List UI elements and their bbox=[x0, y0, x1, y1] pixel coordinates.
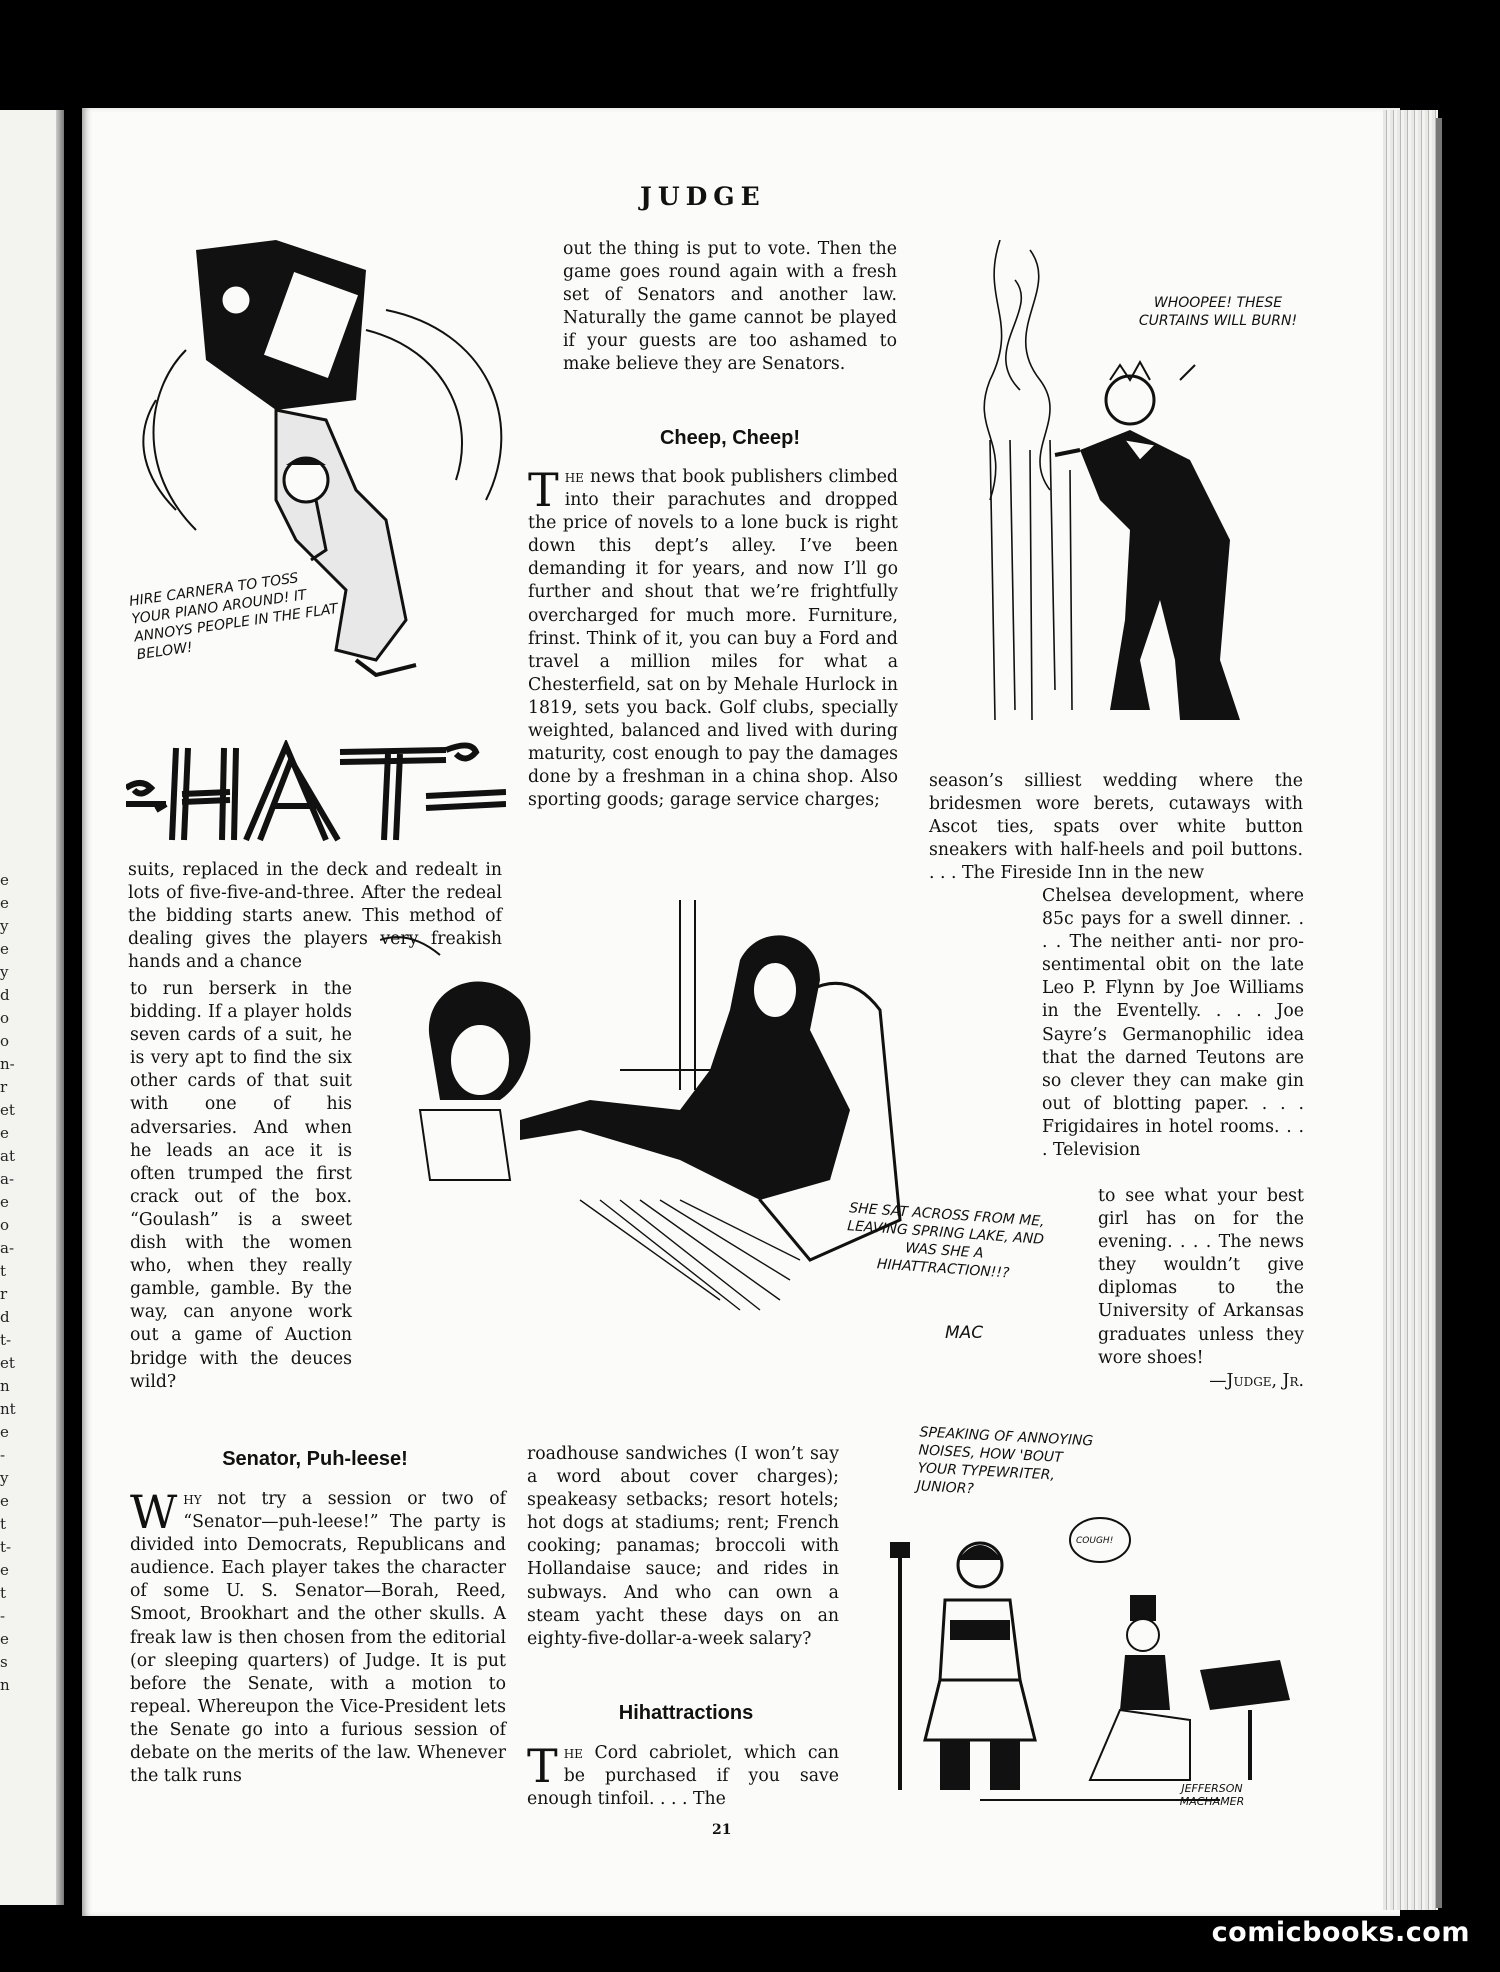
left-page-fragment: e bbox=[0, 1124, 9, 1142]
left-page-fragment: s bbox=[0, 1653, 8, 1671]
left-page-fragment: y bbox=[0, 963, 9, 981]
hihat-list-text-3: to see what your best girl has on for the evening. . . . The news they wouldn’t give diplomas to the University of Arkansas graduates unless they wore shoes! bbox=[1098, 1186, 1304, 1368]
man-in-tuxedo bbox=[1080, 430, 1240, 720]
left-page-fragment: nt bbox=[0, 1400, 16, 1418]
column-b-bottom bbox=[527, 1443, 839, 1651]
left-page-fragment: t- bbox=[0, 1538, 12, 1556]
left-page-fragment: t bbox=[0, 1584, 7, 1602]
column-b-top bbox=[563, 238, 897, 377]
left-page-fragment: a- bbox=[0, 1170, 15, 1188]
senator-text: not try a session or two of “Senator—puh-leese!” The party is divided into Democrats, Republicans and audience. Each player takes the character of some U. S. Senator—Borah, Reed, Smoot, Brookhart and the other skulls. A freak law is then chosen from the editorial (or sleeping quarters) of Judge. It is put before the Senate, with a motion to repeal. Whereupon the Vice-President lets the Senate go into a furious session of debate on the merits of the law. Whenever the talk runs bbox=[130, 1489, 506, 1787]
piano-caption: HIRE CARNERA TO TOSS YOUR PIANO AROUND! IT ANNOYS PEOPLE IN THE FLAT BELOW! bbox=[128, 570, 340, 664]
left-page-fragment: r bbox=[0, 1285, 8, 1303]
lady-caption: SHE SAT ACROSS FROM ME, LEAVING SPRING LAKE, AND WAS SHE A HIHATTRACTION!!? bbox=[846, 1200, 1046, 1282]
column-c-mid bbox=[1042, 885, 1304, 1162]
left-page-fragment: e bbox=[0, 1630, 9, 1648]
masthead: JUDGE bbox=[640, 182, 766, 211]
left-page-fragment: t- bbox=[0, 1331, 12, 1349]
left-page-edge bbox=[0, 110, 64, 1905]
left-page-fragment: y bbox=[0, 917, 9, 935]
goulash-text-wide: suits, replaced in the deck and redealt in lots of five-five-and-three. After the redeal the bidding starts anew. This method of dealing gives the players very freakish hands and a chance bbox=[128, 860, 502, 973]
left-page-fragment: a- bbox=[0, 1239, 15, 1257]
hihat-article bbox=[527, 1739, 839, 1811]
column-c-bottom bbox=[1098, 1185, 1304, 1393]
lady-figure bbox=[520, 935, 850, 1200]
left-page-fragment: r bbox=[0, 1078, 8, 1096]
left-page-fragment: e bbox=[0, 1492, 9, 1510]
page-number: 21 bbox=[712, 1822, 732, 1838]
typewriter-shape bbox=[1200, 1660, 1290, 1710]
senator-heading: Senator, Puh-leese! bbox=[222, 1448, 408, 1470]
left-page-fragment: et bbox=[0, 1101, 15, 1119]
column-a-narrow bbox=[130, 978, 352, 1394]
typewriter-cartoon bbox=[860, 1480, 1310, 1820]
left-page-fragment: - bbox=[0, 1607, 6, 1625]
left-page-fragment: et bbox=[0, 1354, 15, 1372]
goulash-text-narrow: to run berserk in the bidding. If a player holds seven cards of a suit, he is very apt to find the six other cards of that suit with one of his adversaries. And when he leads an ace it is often trumped the first crack out of the box. “Goulash” is a sweet dish with the women who, when they really gamble, gamble. By the way, can anyone work out a game of Auction bridge with the deuces wild? bbox=[130, 979, 352, 1392]
senator-continued-text: out the thing is put to vote. Then the game goes round again with a fresh set of Senators and another law. Naturally the game cannot be played if your guests are too ashamed to make believe they are Senators. bbox=[563, 239, 897, 375]
lady-signature: MAC bbox=[945, 1323, 984, 1343]
left-page-fragment: o bbox=[0, 1216, 10, 1234]
hihat-heading: Hihattractions bbox=[618, 1702, 754, 1724]
senator-article bbox=[130, 1485, 506, 1788]
cheep-continued-text: roadhouse sandwiches (I won’t say a word about cover charges); speakeasy setbacks; resort hotels; hot dogs at stadiums; rent; French cooking; panamas; broccoli with Hollandaise sauce; and rides in subways. And who can own a steam yacht these days on an eighty-five-dollar-a-week salary? bbox=[527, 1444, 839, 1649]
page-stack-edges bbox=[1383, 110, 1438, 1910]
left-page-fragment: e bbox=[0, 1193, 9, 1211]
left-page-fragment: o bbox=[0, 1032, 10, 1050]
hihat-list-text-2: Chelsea development, where 85c pays for a swell dinner. . . . The neither anti- nor pro-sentimental obit on the late Leo P. Flynn by Joe Williams in the Eventelly. . . . Joe Sayre’s Germanophilic idea that the darned Teutons are so clever they can make gin out of blotting paper. . . . Frigidaires in hotel rooms. . . . Television bbox=[1042, 886, 1304, 1161]
page-stack-shadow bbox=[1436, 118, 1442, 1908]
cheep-dropcap: T bbox=[528, 463, 559, 517]
left-page-fragment: d bbox=[0, 1308, 10, 1326]
hihat-list-text-1: season’s silliest wedding where the bridesmen wore berets, cutaways with Ascot ties, spats over white button sneakers with half-heels and poil buttons. . . . The Fireside Inn in the new bbox=[929, 771, 1303, 884]
left-page-fragment: t bbox=[0, 1515, 7, 1533]
lady-cartoon bbox=[380, 900, 1040, 1420]
typewriter-signature: JEFFERSON MACHAMER bbox=[1179, 1782, 1245, 1808]
left-page-fragment: d bbox=[0, 986, 10, 1004]
cheep-article bbox=[528, 463, 898, 812]
senator-smallcaps: hy bbox=[183, 1489, 202, 1509]
left-page-fragment: y bbox=[0, 1469, 9, 1487]
left-page-fragment: - bbox=[0, 1446, 6, 1464]
senator-dropcap: W bbox=[130, 1485, 178, 1539]
hihat-smallcaps: he bbox=[563, 1743, 583, 1763]
woman-figure bbox=[925, 1543, 1035, 1790]
left-page-fragment: n- bbox=[0, 1055, 15, 1073]
left-page-fragment: n bbox=[0, 1377, 10, 1395]
judge-jr-signature: —Judge, Jr. bbox=[1209, 1370, 1304, 1391]
hat-title-lettering bbox=[126, 740, 506, 848]
left-page-fragment: at bbox=[0, 1147, 15, 1165]
book-gutter bbox=[56, 110, 64, 1905]
left-page-fragment: e bbox=[0, 1561, 9, 1579]
typewriter-bubble: COUGH! bbox=[1076, 1536, 1114, 1546]
curtains-caption: WHOOPEE! THESE CURTAINS WILL BURN! bbox=[1138, 295, 1298, 329]
left-page-fragment: t bbox=[0, 1262, 7, 1280]
hihat-text: Cord cabriolet, which can be purchased if you save enough tinfoil. . . . The bbox=[527, 1743, 839, 1810]
cheep-smallcaps: he bbox=[564, 467, 584, 487]
left-page-fragment: n bbox=[0, 1676, 10, 1694]
junior-figure bbox=[1090, 1595, 1190, 1780]
left-page-fragment: e bbox=[0, 894, 9, 912]
left-page-fragment: e bbox=[0, 940, 9, 958]
cheep-heading: Cheep, Cheep! bbox=[659, 427, 801, 449]
cheep-text: news that book publishers climbed into their parachutes and dropped the price of novels to a lone buck is right down this dept’s alley. I’ve been demanding it for years, and now I’ll go further and shout that we’re frightfully overcharged for much more. Furniture, frinst. Think of it, you can buy a Ford and travel a million miles for what a Chesterfield, sat on by Mehale Hurlock in 1819, sets you back. Golf clubs, specially weighted, balanced and lived with during maturity, cost enough to pay the damages done by a freshman in a china shop. Also sporting goods; garage service charges; bbox=[528, 467, 898, 811]
left-page-fragment: o bbox=[0, 1009, 10, 1027]
typewriter-caption: SPEAKING OF ANNOYING NOISES, HOW 'BOUT YOUR TYPEWRITER, JUNIOR? bbox=[916, 1424, 1094, 1498]
left-page-fragment: e bbox=[0, 871, 9, 889]
left-page-fragment: e bbox=[0, 1423, 9, 1441]
hihat-dropcap: T bbox=[527, 1739, 558, 1793]
site-watermark: comicbooks.com bbox=[1211, 1917, 1470, 1948]
column-c-top bbox=[929, 770, 1303, 885]
